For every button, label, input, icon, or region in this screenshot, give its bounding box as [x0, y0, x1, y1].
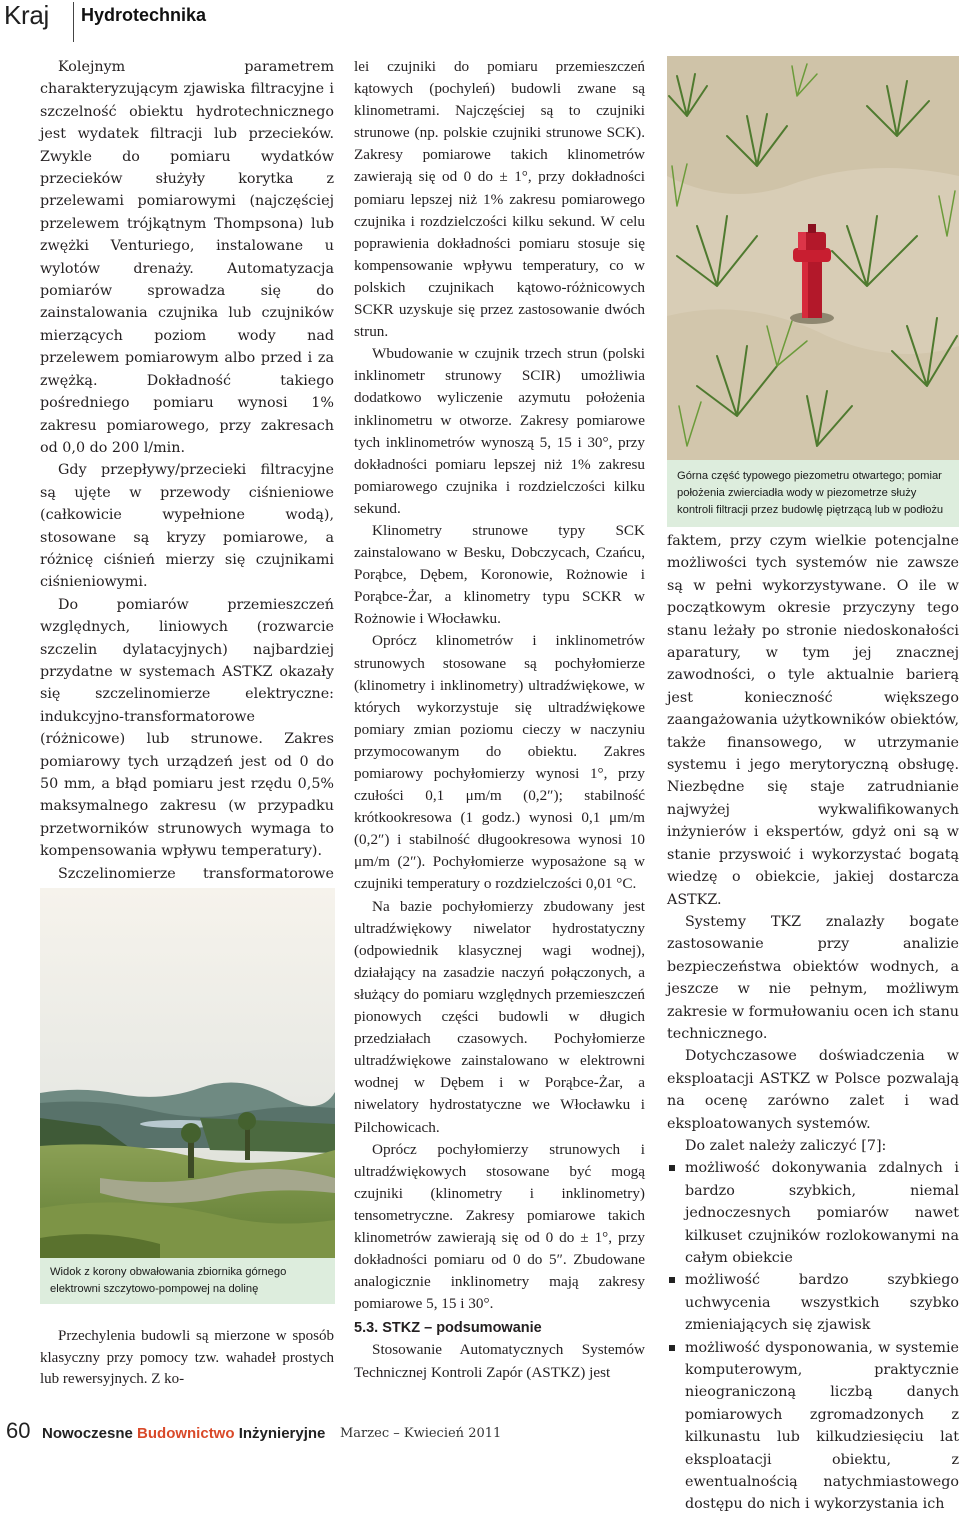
piezometer-photo-image: [667, 56, 959, 460]
magazine-title-part-3: Inżynieryjne: [238, 1425, 326, 1442]
paragraph: Przechylenia budowli są mierzone w sposób klasyczny przy pomocy tzw. wahadeł prostych lub rewersyjnych. Z ko-: [40, 1328, 334, 1387]
page-header: [0, 0, 960, 44]
photo-caption: Widok z korony obwałowania zbiornika górnego elektrowni szczytowo-pompowej na dolinę: [40, 1258, 335, 1304]
list-item: możliwość dysponowania, w systemie komputerowym, praktycznie nieograniczoną liczbą danych pomiarowych zgromadzonych z kilkunastu lub kilkudziesięciu lat eksploatacji obiektu, z ewentualnością natychmiastowego dostępu do nich i wykorzystania ich: [667, 1337, 959, 1516]
advantages-list: [667, 1157, 959, 1516]
paragraph: Gdy przepływy/przecieki filtracyjne są ujęte w przewody ciśnieniowe (całkowicie wypełnione wodą), stosowane są kryzy pomiarowe, a różnicę ciśnień mierzy się czujnikami ciśnieniowymi.: [40, 462, 334, 591]
section-heading: 5.3. STKZ – podsumowanie: [354, 1320, 542, 1337]
paragraph: Oprócz pochyłomierzy strunowych i ultradźwiękowych stosowane być mogą czujniki (klinometry i inklinometry) tensometryczne. Zakresy pomiarowe takich klinometrów zawierają się od 0 do ± 1°, przy dokładności pomiaru od 0 do 5″. Zbudowane analogicznie inklinometry mają zakresy pomiarowe 5, 15 i 30°.: [354, 1140, 645, 1313]
paragraph: Oprócz klinometrów i inklinometrów strunowych stosowane są pochyłomierze (klinometry i inklinometry) ultradźwiękowe, w których wykorzystuje się ultradźwiękowe pomiary zmian poziomu cieczy w naczyniu przymocowanym do obiektu. Zakres pomiarowy pochyłomierzy wynosi 1°, przy czułości 0,1 μm/m (0,2″); stabilność krótkookresowa (1 godz.) wynosi 0,1 μm/m (0,2″) i stabilność długookresowa wynosi 10 μm/m (2″). Pochyłomierze wyposażone są w czujniki temperatury o rozdzielczości 0,01 °C.: [354, 632, 645, 893]
header-divider: [73, 2, 74, 42]
piezometer-caption: Górna część typowego piezometru otwartego; pomiar położenia zwierciadła wody w piezometrze służy kontroli filtracji przez budowlę piętrzącą lub w podłożu: [667, 460, 959, 527]
paragraph: Na bazie pochyłomierzy zbudowany jest ultradźwiękowy niwelator hydrostatyczny (odpowiednik klasycznej wagi wodnej), działający na zasadzie naczyń połączonych, a służący do pomiaru względnych przemieszczeń pionowych części budowli w długich przedziałach czasowych. Pochyłomierze ultradźwiękowe zainstalowano w elektrowni wodnej w Dębem i w Porąbce-Żar, a niwelatory hydrostatyczne we Włocławku i Pilchowicach.: [354, 897, 645, 1136]
subsection-title: Hydrotechnika: [81, 5, 207, 25]
magazine-title: [42, 1425, 325, 1442]
paragraph: Szczelinomierze transformatorowe: [58, 865, 334, 882]
section-title: Kraj: [4, 0, 50, 30]
paragraph: lei czujniki do pomiaru przemieszczeń kątowych (pochyleń) budowli zwane są klinometrami. Najczęściej są to czujniki strunowe (np. polskie czujniki strunowe SCK). Zakresy pomiarowe takich klinometrów zawierają się od 0 do ± 1°, przy dokładności pomiaru lepszej niż 1% zakresu pomiarowego czujnika i rozdzielczości kilku sekund. W celu poprawienia dokładności pomiaru stosuje się kompensowanie wpływu temperatury, co w polskich czujnikach kątowo-różnicowych SCKR uzyskuje się przez zastosowanie dwóch strun.: [354, 58, 645, 341]
paragraph: Do zalet należy zaliczyć [7]:: [685, 1137, 887, 1154]
column-1-bottom: [40, 1326, 334, 1391]
column-2: [354, 56, 645, 1384]
magazine-title-part-2: Budownictwo: [137, 1425, 235, 1442]
issue-date: Marzec – Kwiecień 2011: [340, 1426, 502, 1441]
page-footer: [0, 1412, 960, 1445]
piezometer-photo: [667, 56, 959, 460]
page-number: 60: [6, 1418, 31, 1443]
paragraph: faktem, przy czym wielkie potencjalne możliwości tych systemów nie zawsze są w pełni wykorzystywane. O ile w początkowym okresie przyczyny tego stanu leżały po stronie niedoskonałości aparatury, w tym jej znacznej zawodności, o tyle aktualnie barierą jest konieczność większego zaangażowania użytkowników obiektów, także finansowego, w utrzymanie systemu i jego merytoryczną obsługę. Niezbędne się staje zatrudnianie najwyżej wykwalifikowanych inżynierów i ekspertów, gdyż oni są w stanie przyswoić i wykorzystać bogatą wiedzę o obiekcie, jakiej dostarcza ASTKZ.: [667, 533, 960, 908]
paragraph: Wbudowanie w czujnik trzech strun (polski inklinometr strunowy SCIR) umożliwia dodatkowo wyliczenie azymutu położenia inklinometru w otworze. Zakresy pomiarowe tych inklinometrów wynoszą 5, 15 i 30°, przy dokładności pomiaru lepszej niż 1% zakresu pomiarowego czujnika i rozdzielczości kilku sekund.: [354, 345, 645, 517]
valley-photo-image: [40, 888, 335, 1258]
paragraph: Dotychczasowe doświadczenia w eksploatacji ASTKZ w Polsce pozwalają na ocenę zarówno zalet i wad eksploatowanych systemów.: [667, 1048, 959, 1132]
paragraph: Klinometry strunowe typy SCK zainstalowano w Besku, Dobczycach, Czańcu, Porąbce, Dębem, Koronowie, Rożnowie i Porąbce-Żar, a klinometry typu SCKR w Rożnowie i Włocławku.: [354, 521, 645, 628]
list-item: możliwość bardzo szybkiego uchwycenia wszystkich szybko zmieniających się zjawisk: [667, 1269, 959, 1336]
valley-photo: [40, 888, 335, 1258]
paragraph: Stosowanie Automatycznych Systemów Technicznej Kontroli Zapór (ASTKZ) jest: [354, 1341, 645, 1381]
paragraph: Systemy TKZ znalazły bogate zastosowanie przy analizie bezpieczeństwa obiektów wodnych, a jeszcze w nie pełnym, możliwym zakresie w formułowaniu ocen ich stanu technicznego.: [667, 913, 959, 1042]
magazine-title-part-1: Nowoczesne: [42, 1425, 133, 1442]
list-item: możliwość dokonywania zdalnych i bardzo szybkich, niemal jednoczesnych pomiarów nawet kilkuset czujników rozlokowanymi na całym obiekcie: [667, 1157, 959, 1269]
column-3: [667, 530, 959, 1516]
column-1: [40, 56, 334, 997]
paragraph: Kolejnym parametrem charakteryzującym zjawiska filtracyjne i szczelność obiektu hydrotechnicznego jest wydatek filtracji lub przecieków. Zwykle do pomiaru wydatków przecieków służyły korytka z przelewami pomiarowymi (najczęściej przelewem trójkątnym Thompsona) lub zwężki Venturiego, instalowane u wylotów drenaży. Automatyzacja pomiarów sprowadza się do zainstalowania czujnika lub czujników mierzących poziom wody nad przelewem pomiarowym albo przed i za zwężką. Dokładność takiego pośredniego pomiaru wynosi 1% zakresu pomiarowego, przy zakresach od 0,0 do 200 l/min.: [40, 59, 334, 456]
paragraph: Do pomiarów przemieszczeń względnych, liniowych (rozwarcie szczelin dylatacyjnych) najbardziej przydatne w systemach ASTKZ okazały się szczelinomierze elektryczne: indukcyjno-transformatorowe (różnicowe) lub strunowe. Zakres pomiarowy tych urządzeń jest od 0 do 50 mm, a błąd pomiaru jest rzędu 0,5% maksymalnego zakresu (w przypadku przetworników strunowych wymaga to kompensowania wpływu temperatury).: [40, 596, 334, 860]
